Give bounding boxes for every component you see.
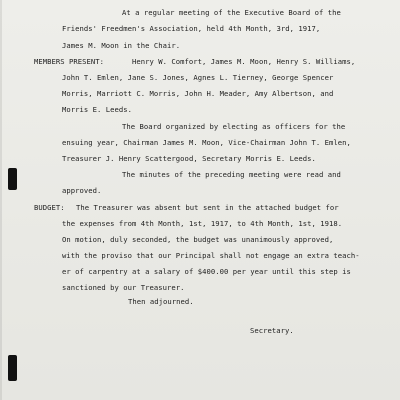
- intro-line-1: At a regular meeting of the Executive Board of the: [122, 8, 341, 17]
- members-line-2: John T. Emlen, Jane S. Jones, Agnes L. Tierney, George Spencer: [62, 73, 334, 82]
- organized-line-3: Treasurer J. Henry Scattergood, Secretary Morris E. Leeds.: [62, 154, 316, 163]
- signature-line: Secretary.: [250, 326, 294, 335]
- binder-hole-bottom: [8, 355, 17, 381]
- intro-line-3: James M. Moon in the Chair.: [62, 41, 181, 50]
- organized-line-1: The Board organized by electing as officers for the: [122, 122, 346, 131]
- organized-line-2: ensuing year, Chairman James M. Moon, Vice-Chairman John T. Emlen,: [62, 138, 351, 147]
- budget-line-2: the expenses from 4th Month, 1st, 1917, to 4th Month, 1st, 1918.: [62, 219, 343, 228]
- budget-line-1: The Treasurer was absent but sent in the attached budget for: [76, 203, 339, 212]
- adjourned-line: Then adjourned.: [128, 297, 194, 306]
- members-line-1: Henry W. Comfort, James M. Moon, Henry S. Williams,: [132, 57, 356, 66]
- budget-line-3: On motion, duly seconded, the budget was unanimously approved,: [62, 235, 334, 244]
- budget-line-5: er of carpentry at a salary of $400.00 per year until this step is: [62, 267, 351, 276]
- minutes-line-2: approved.: [62, 186, 102, 195]
- members-line-4: Morris E. Leeds.: [62, 105, 133, 114]
- intro-line-2: Friends' Freedmen's Association, held 4th Month, 3rd, 1917,: [62, 24, 321, 33]
- budget-line-4: with the proviso that our Principal shall not engage an extra teach-: [62, 251, 360, 260]
- budget-line-6: sanctioned by our Treasurer.: [62, 283, 185, 292]
- minutes-line-1: The minutes of the preceding meeting were read and: [122, 170, 341, 179]
- budget-label: BUDGET:: [34, 203, 65, 212]
- binder-hole-top: [8, 168, 17, 190]
- members-line-3: Morris, Marriott C. Morris, John H. Meader, Amy Albertson, and: [62, 89, 334, 98]
- page-edge: [0, 0, 2, 400]
- members-label: MEMBERS PRESENT:: [34, 57, 105, 66]
